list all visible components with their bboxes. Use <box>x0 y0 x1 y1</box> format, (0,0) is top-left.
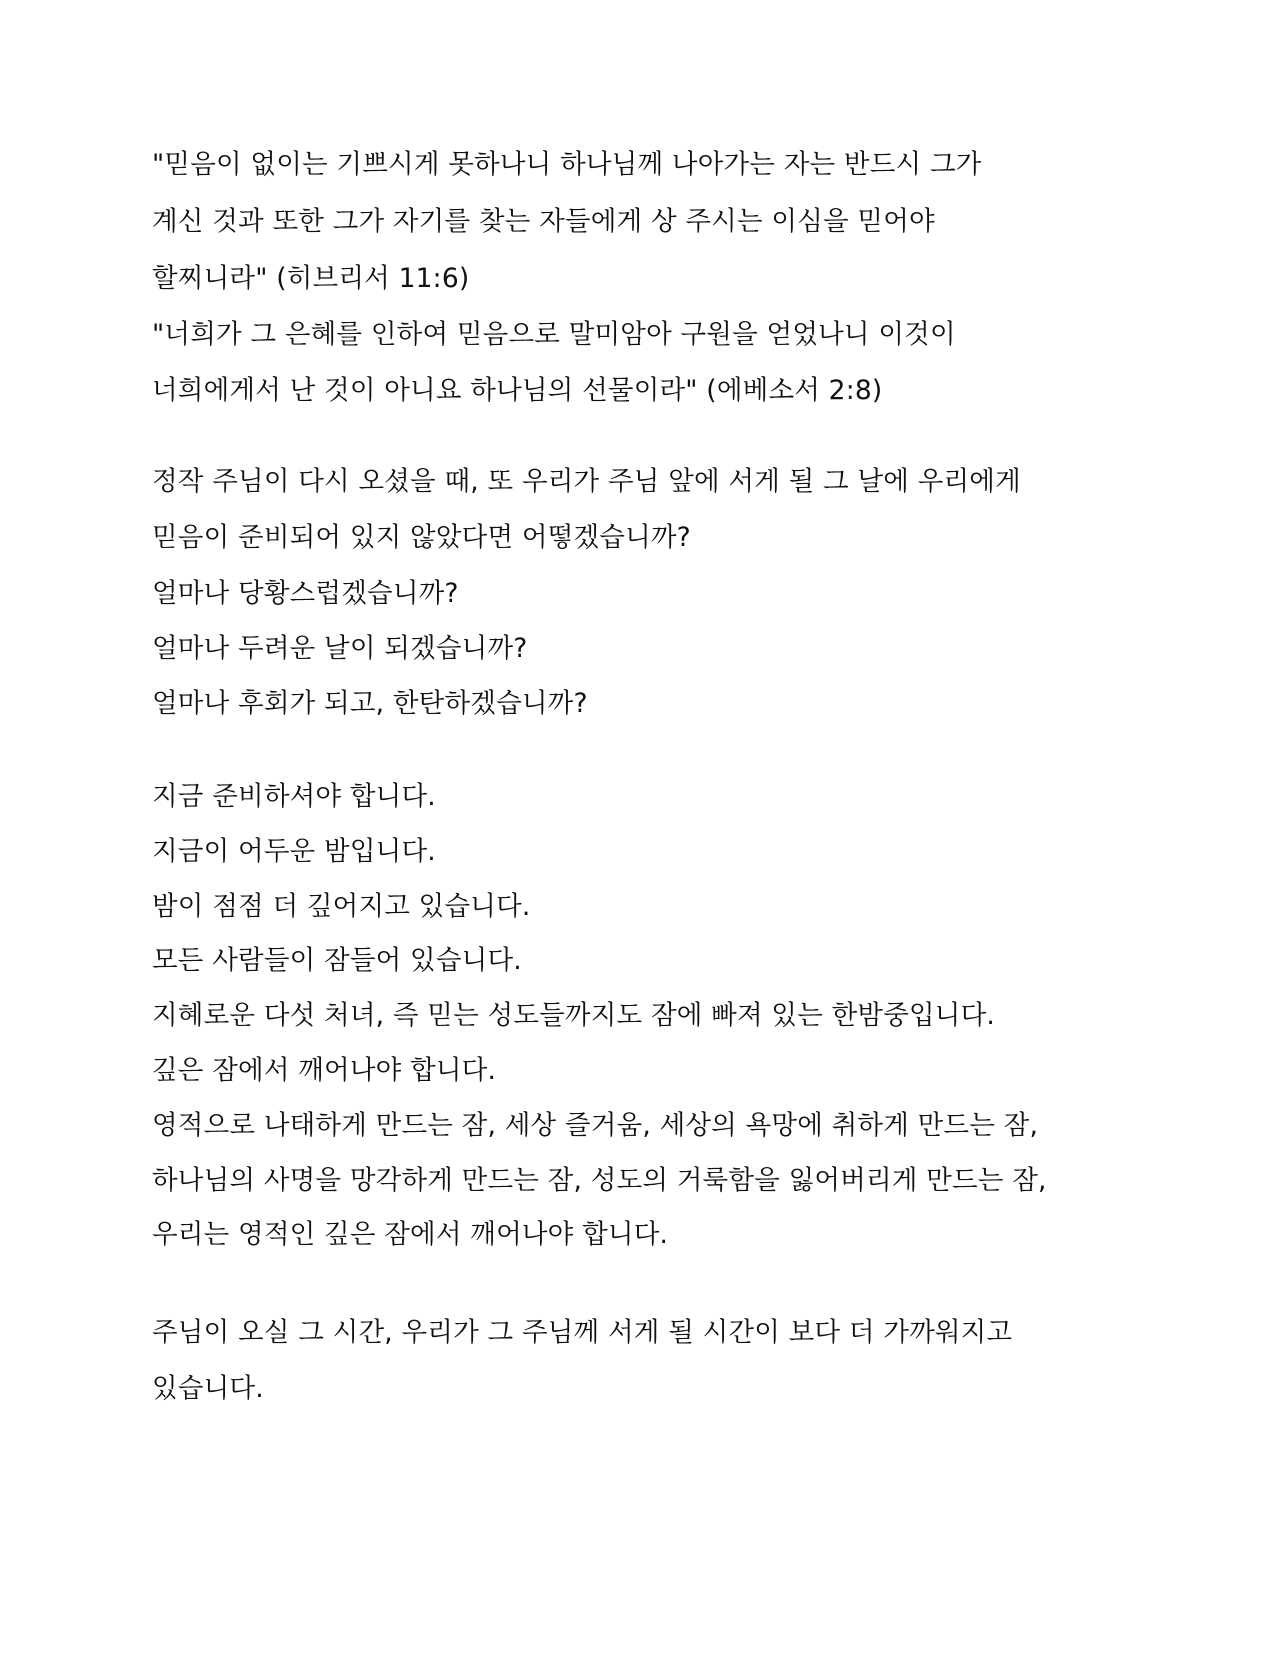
text-line: 하나님의 사명을 망각하게 만드는 잠, 성도의 거룩함을 잃어버리게 만드는 잠, <box>152 1165 1047 1196</box>
text-line: 지금 준비하셔야 합니다. <box>152 781 436 812</box>
text-line: "믿음이 없이는 기쁘시게 못하나니 하나님께 나아가는 자는 반드시 그가 <box>152 149 982 180</box>
text-line: "너희가 그 은혜를 인하여 믿음으로 말미암아 구원을 얻었나니 이것이 <box>152 319 956 350</box>
text-line: 지금이 어두운 밤입니다. <box>152 836 436 867</box>
text-line: 주님이 오실 그 시간, 우리가 그 주님께 서게 될 시간이 보다 더 가까워지고 <box>152 1317 1013 1348</box>
text-line: 모든 사람들이 잠들어 있습니다. <box>152 945 522 976</box>
text-line: 있습니다. <box>152 1373 264 1404</box>
text-line: 할찌니라" (히브리서 11:6) <box>152 263 470 294</box>
text-line: 계신 것과 또한 그가 자기를 찾는 자들에게 상 주시는 이심을 믿어야 <box>152 206 935 237</box>
text-line: 영적으로 나태하게 만드는 잠, 세상 즐거움, 세상의 욕망에 취하게 만드는 잠, <box>152 1110 1039 1141</box>
text-line: 우리는 영적인 깊은 잠에서 깨어나야 합니다. <box>152 1219 669 1250</box>
text-line: 얼마나 두려운 날이 되겠습니까? <box>152 633 528 664</box>
text-line: 얼마나 당황스럽겠습니까? <box>152 578 459 609</box>
text-line: 정작 주님이 다시 오셨을 때, 또 우리가 주님 앞에 서게 될 그 날에 우리에게 <box>152 466 1021 497</box>
text-line: 믿음이 준비되어 있지 않았다면 어떻겠습니까? <box>152 522 691 553</box>
text-line: 얼마나 후회가 되고, 한탄하겠습니까? <box>152 688 588 719</box>
text-line: 밤이 점점 더 깊어지고 있습니다. <box>152 891 531 922</box>
text-line: 너희에게서 난 것이 아니요 하나님의 선물이라" (에베소서 2:8) <box>152 375 883 406</box>
text-line: 지혜로운 다섯 처녀, 즉 믿는 성도들까지도 잠에 빠져 있는 한밤중입니다. <box>152 1000 996 1031</box>
text-line: 깊은 잠에서 깨어나야 합니다. <box>152 1055 497 1086</box>
